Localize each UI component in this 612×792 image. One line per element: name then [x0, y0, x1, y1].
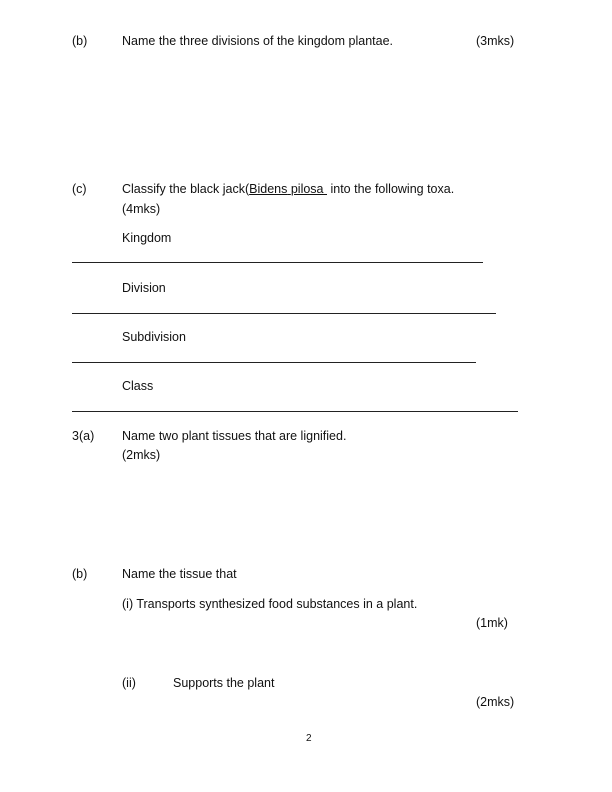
q2c-label: (c)	[72, 182, 87, 196]
q2c-genus: Bidens	[249, 182, 288, 196]
page-number: 2	[306, 733, 312, 744]
q2b-marks: (3mks)	[476, 34, 515, 48]
q3b-part-i-marks: (1mk)	[476, 616, 508, 630]
q2c-species: pilosa	[290, 182, 324, 196]
q2b-question: Name the three divisions of the kingdom plantae.	[122, 34, 393, 48]
q2c-marks: (4mks)	[122, 202, 161, 216]
q2c-text-before: Classify the black jack(	[122, 182, 250, 196]
rank-subdivision: Subdivision	[122, 330, 186, 344]
q3b-part-i: (i) Transports synthesized food substances in a plant.	[122, 597, 418, 611]
answer-line-kingdom[interactable]	[72, 262, 483, 263]
rank-division: Division	[122, 281, 166, 295]
rank-kingdom: Kingdom	[122, 231, 172, 245]
answer-line-subdivision[interactable]	[72, 362, 476, 363]
q2c-question	[122, 182, 454, 197]
answer-line-division[interactable]	[72, 313, 496, 314]
q2c-text-after: into the following toxa.	[330, 182, 455, 196]
q3a-question: Name two plant tissues that are lignified.	[122, 429, 347, 443]
q3b-part-ii: Supports the plant	[173, 676, 275, 690]
q3b-part-ii-marks: (2mks)	[476, 695, 515, 709]
q3b-question: Name the tissue that	[122, 567, 237, 581]
answer-line-class[interactable]	[72, 411, 518, 412]
q3b-part-ii-label: (ii)	[122, 676, 136, 690]
q3a-marks: (2mks)	[122, 448, 161, 462]
rank-class: Class	[122, 379, 154, 393]
q3a-label: 3(a)	[72, 429, 95, 443]
q3b-label: (b)	[72, 567, 88, 581]
q2b-label: (b)	[72, 34, 88, 48]
